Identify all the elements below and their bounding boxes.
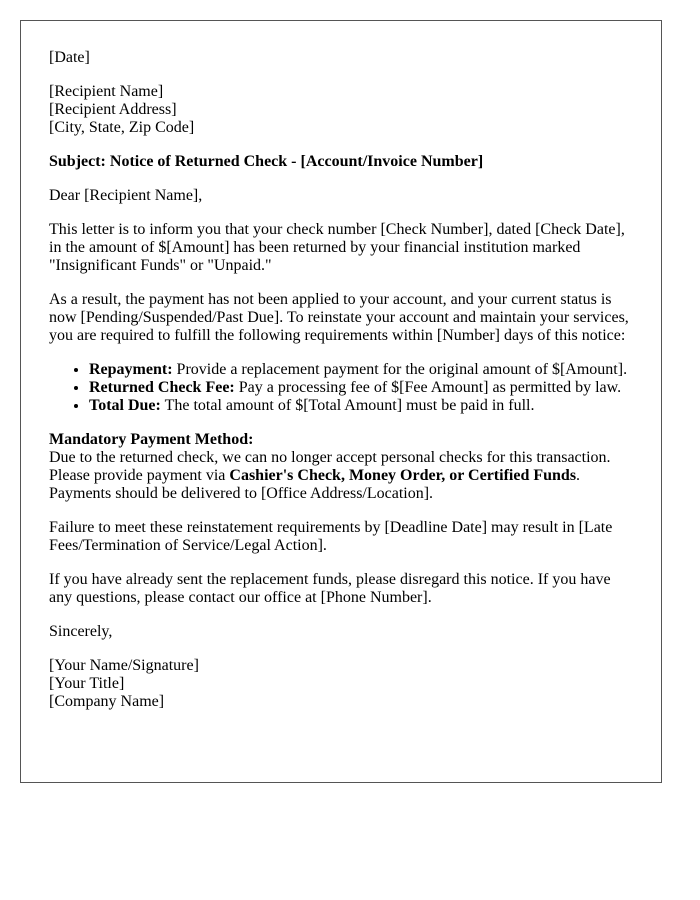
payment-method-line3: Payments should be delivered to [Office Address/Location].: [49, 485, 434, 502]
payment-method-line1: Due to the returned check, we can no longer accept personal checks for this transaction.: [49, 449, 611, 466]
salutation: Dear [Recipient Name],: [49, 187, 203, 204]
paragraph-status: As a result, the payment has not been applied to your account, and your current status is now [Pending/Suspended/Past Due]. To reinstate your account and maintain your services, you are required to fulfill the following requirements within [Number] days of this notice:: [49, 291, 629, 344]
paragraph-returned-check: This letter is to inform you that your check number [Check Number], dated [Check Date], in the amount of $[Amount] has been returned by your financial institution marked "Insignificant Funds" or "Unpaid.": [49, 221, 625, 274]
recipient-address: [Recipient Address]: [49, 101, 177, 118]
letter: [20, 20, 662, 783]
paragraph-disregard: If you have already sent the replacement funds, please disregard this notice. If you have any questions, please contact our office at [Phone Number].: [49, 571, 611, 606]
closing: Sincerely,: [49, 623, 113, 640]
requirement-label: Repayment:: [89, 361, 173, 378]
date: [Date]: [49, 49, 90, 66]
subject-text: Subject: Notice of Returned Check - [Account/Invoice Number]: [49, 153, 484, 170]
recipient-name: [Recipient Name]: [49, 83, 164, 100]
requirement-text: Pay a processing fee of $[Fee Amount] as permitted by law.: [234, 379, 622, 396]
list-item: [89, 361, 633, 379]
requirement-text: Provide a replacement payment for the original amount of $[Amount].: [172, 361, 628, 378]
paragraph-failure: Failure to meet these reinstatement requirements by [Deadline Date] may result in [Late Fees/Termination of Service/Legal Action].: [49, 519, 613, 554]
signature-title: [Your Title]: [49, 675, 125, 692]
subject: [49, 153, 633, 171]
requirement-label: Total Due:: [89, 397, 161, 414]
payment-method-section: [49, 431, 633, 503]
requirements-list: [49, 361, 633, 415]
payment-method-line2-suffix: .: [576, 467, 581, 484]
payment-method-accepted: Cashier's Check, Money Order, or Certified Funds: [229, 467, 577, 484]
payment-method-line2-prefix: Please provide payment via: [49, 467, 230, 484]
list-item: [89, 397, 633, 415]
list-item: [89, 379, 633, 397]
recipient-block: [49, 83, 633, 137]
signature-name: [Your Name/Signature]: [49, 657, 199, 674]
signature-block: [49, 657, 633, 711]
requirement-text: The total amount of $[Total Amount] must be paid in full.: [160, 397, 535, 414]
recipient-city: [City, State, Zip Code]: [49, 119, 195, 136]
payment-method-heading: Mandatory Payment Method:: [49, 431, 254, 448]
signature-company: [Company Name]: [49, 693, 165, 710]
requirement-label: Returned Check Fee:: [89, 379, 235, 396]
